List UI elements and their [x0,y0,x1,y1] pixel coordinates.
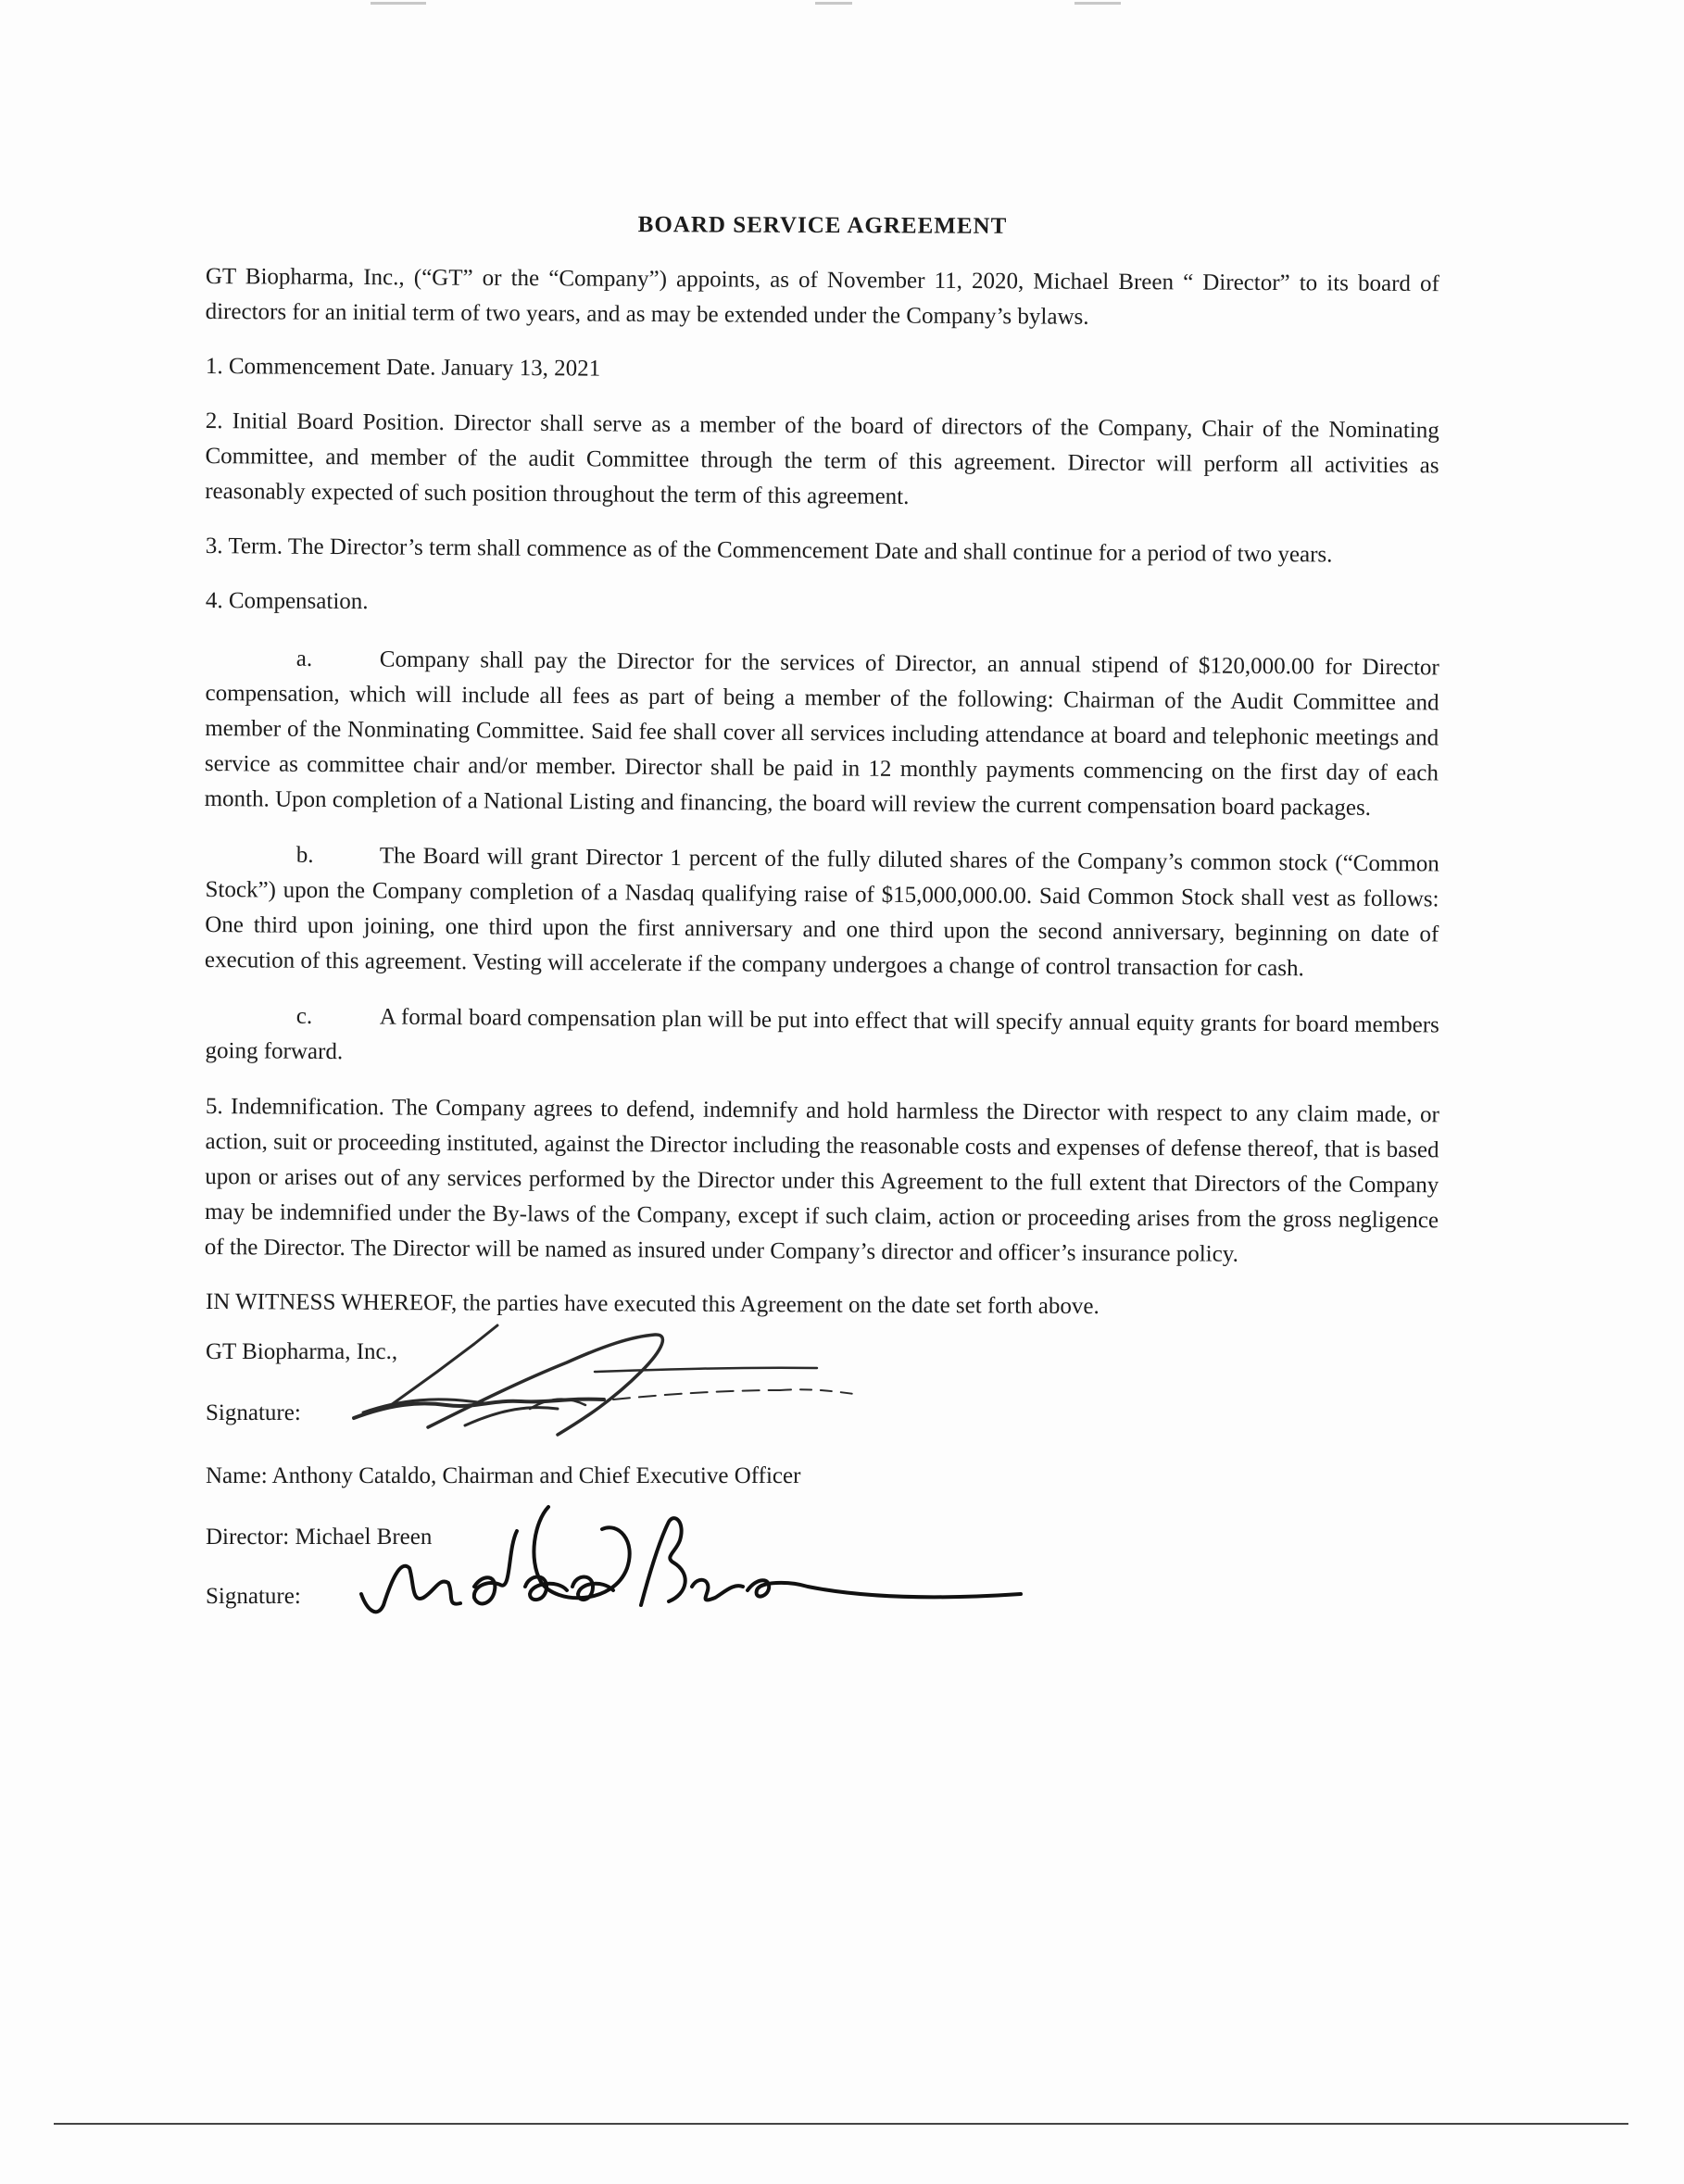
clause-b-text: The Board will grant Director 1 percent of the fully diluted shares of the Company’s common stock (“Common Stock”) upon the Company completion of a Nasdaq qualifying raise of $15,000,000.00. Said Common Stock shall vest as follows: One third upon joining, one third upon the first anniversary and one third upon the second anniversary, beginning on date of execution of this agreement. Vesting will accelerate if the company undergoes a change of control transaction for cash. [204,843,1439,982]
compensation-clause-c [205,998,1439,1078]
signature-block [206,1335,1439,1640]
agreement-body [206,208,1439,1640]
clause-a-letter: a. [295,646,313,672]
signer-name-line: Name: Anthony Cataldo, Chairman and Chief Executive Officer [206,1463,801,1488]
indemnification-clause: 5. Indemnification. The Company agrees to defend, indemnify and hold harmless the Director with respect to any claim made, or action, suit or proceeding instituted, against the Director including the reasonable costs and expenses of defense thereof, that is based upon or arises out of any services performed by the Director under this Agreement to the full extent that Directors of the Company may be indemnified under the By-laws of the Company, except if such claim, action or proceeding arises from the gross negligence of the Director. The Director will be named as insured under Company’s director and officer’s insurance policy. [204,1093,1439,1267]
director-name-line: Director: Michael Breen [206,1525,433,1550]
intro-paragraph: GT Biopharma, Inc., (“GT” or the “Company”) appoints, as of November 11, 2020, Michael Breen “ Director” to its board of directors for an initial term of two years, and as may be extended under the Company’s bylaws. [205,263,1439,330]
ceo-signature-image [335,1316,928,1446]
term-clause: 3. Term. The Director’s term shall commence as of the Commencement Date and shall continue for a period of two years. [205,533,1333,568]
director-signature-image [335,1494,1076,1642]
compensation-clause-b [205,837,1439,987]
signature-label-company: Signature: [206,1400,301,1425]
compensation-clause-a [205,641,1439,826]
footer-rule [54,2123,1628,2125]
clause-b-letter: b. [295,842,314,868]
compensation-heading: 4. Compensation. [205,587,369,615]
clause-c-letter: c. [295,1003,313,1029]
scan-edge-marks [0,0,1684,9]
position-clause: 2. Initial Board Position. Director shall serve as a member of the board of directors of the Company, Chair of the Nominating Committee, and member of the audit Committee through the term of this agreement. Director will perform all activities as reasonably expected of such position throughout the term of this agreement. [205,408,1439,509]
commencement-clause: 1. Commencement Date. January 13, 2021 [205,353,601,382]
clause-a-text: Company shall pay the Director for the services of Director, an annual stipend of $120,000.00 for Director compensation, which will include all fees as part of being a member of the following: Chairman of the Audit Committee and member of the Nonminating Committee. Said fee shall cover all services including attendance at board and telephonic meetings and service as committee chair and/or member. Director shall be paid in 12 monthly payments commencing on the first day of each month. Upon completion of a National Listing and financing, the board will review the current compensation board packages. [204,646,1439,821]
witness-statement: IN WITNESS WHEREOF, the parties have executed this Agreement on the date set forth above. [205,1288,1100,1320]
clause-c-text: A formal board compensation plan will be put into effect that will specify annual equity grants for board members going forward. [205,1004,1439,1065]
document-title: BOARD SERVICE AGREEMENT [637,212,1008,239]
signature-label-director: Signature: [206,1584,301,1609]
company-name: GT Biopharma, Inc., [206,1339,398,1364]
